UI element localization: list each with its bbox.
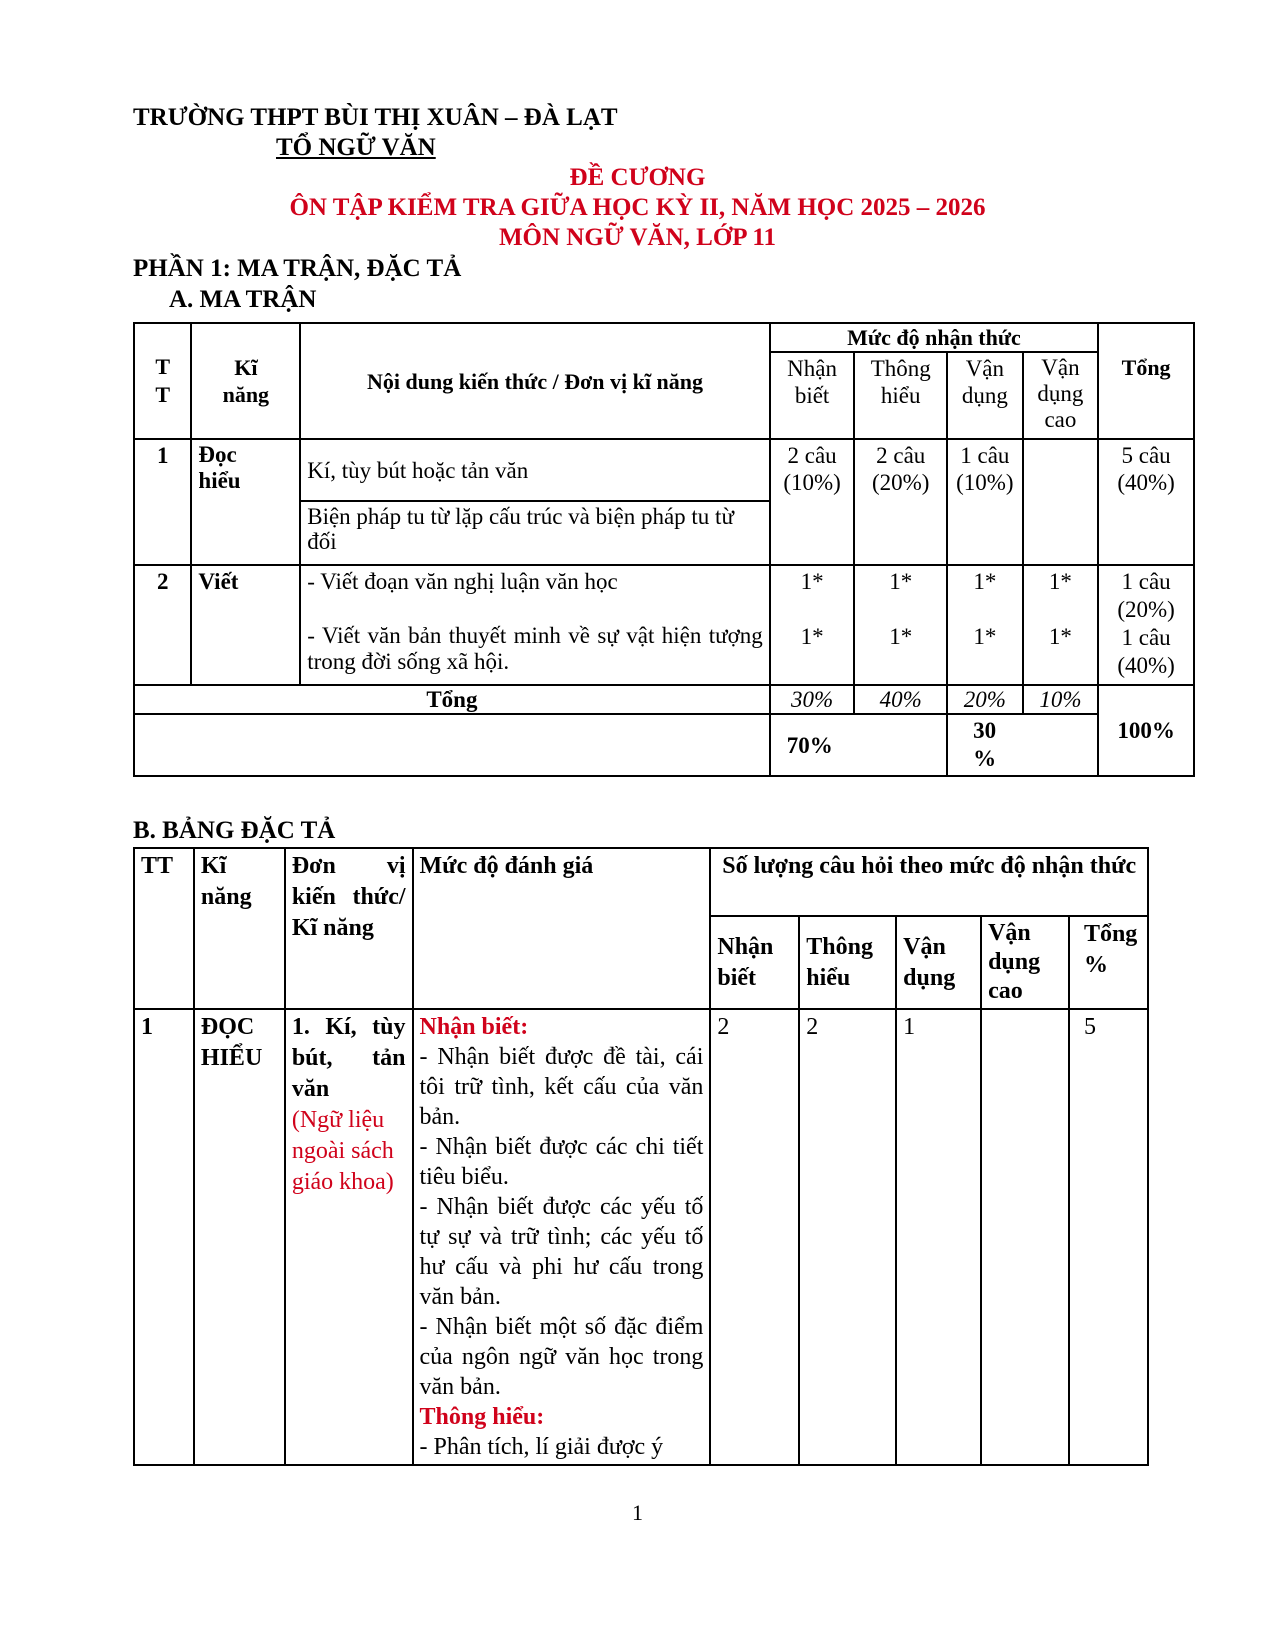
header-skill: Kĩ năng [191,323,300,439]
doc-title: ĐỀ CƯƠNG [569,164,706,191]
row1-content2: Biện pháp tu từ lặp cấu trúc và biện pháp tu từ đối [300,501,770,565]
b-header-count: Số lượng câu hỏi theo mức độ nhận thức [710,848,1148,916]
row1-tt: 1 [134,439,191,565]
row2-mark-2b: 1* [889,624,913,649]
b-row1-skill: ĐỌC HIỂU [194,1009,285,1465]
b-row1-apply-high [981,1009,1069,1465]
header-tt: T T [134,323,191,439]
b-row1-tt: 1 [134,1009,194,1465]
row1-apply-high [1023,439,1099,565]
nb-item-4: - Nhận biết một số đặc điểm của ngôn ngữ văn học trong văn bản. [419,1314,704,1400]
th-item-1: - Phân tích, lí giải được ý [419,1434,664,1460]
section-a-heading: A. MA TRẬN [169,286,317,313]
b-header-unit: Đơn vị kiến thức/ Kĩ năng [285,848,413,1009]
b-row1-recognize: 2 [710,1009,799,1465]
section-b-heading: B. BẢNG ĐẶC TẢ [133,817,336,844]
row2-mark-2a: 1* [889,569,913,594]
row2-mark-4b: 1* [1048,624,1072,649]
department-name: TỔ NGỮ VĂN [276,134,436,161]
level-recognize: Nhận biết [770,352,855,439]
doc-subject: MÔN NGỮ VĂN, LỚP 11 [498,224,777,251]
row2-content2: - Viết văn bản thuyết minh về sự vật hiện tượng trong đời sống xã hội. [307,623,763,674]
row1-content1: Kí, tùy bút hoặc tản văn [300,439,770,501]
sum-label: Tổng [134,685,770,714]
b-col-understand: Thông hiểu [799,916,896,1009]
b-header-skill: Kĩ năng [194,848,285,1009]
row1-total: 5 câu (40%) [1098,439,1194,565]
row2-mark-1b: 1* [800,624,824,649]
doc-subtitle: ÔN TẬP KIỂM TRA GIỮA HỌC KỲ II, NĂM HỌC 2025 – 2026 [289,194,986,221]
sum-recognize: 30% [770,685,855,714]
grand-total: 100% [1098,685,1194,776]
group-total-1: 70% [770,714,947,776]
b-row1-understand: 2 [799,1009,896,1465]
header-content: Nội dung kiến thức / Đơn vị kĩ năng [300,323,770,439]
row2-tt: 2 [134,565,191,685]
part1-heading: PHẦN 1: MA TRẬN, ĐẶC TẢ [133,255,462,282]
b-col-recognize: Nhận biết [710,916,799,1009]
school-name: TRƯỜNG THPT BÙI THỊ XUÂN – ĐÀ LẠT [133,104,618,131]
sum-understand: 40% [854,685,947,714]
spec-table [133,847,1149,1466]
nb-item-2: - Nhận biết được các chi tiết tiêu biểu. [419,1134,704,1190]
b-col-apply-high: Vận dụng cao [981,916,1069,1009]
row1-skill: Đọc hiểu [191,439,300,565]
b-header-level: Mức độ đánh giá [413,848,711,1009]
b-row1-unit: 1. Kí, tùy bút, tản văn [291,1014,406,1102]
sum-apply-high: 10% [1023,685,1099,714]
nb-item-3: - Nhận biết được các yếu tố tự sự và trữ tình; các yếu tố hư cấu và phi hư cấu trong văn bản. [419,1194,704,1310]
nb-item-1: - Nhận biết được đề tài, cái tôi trữ tình, kết cấu của văn bản. [419,1044,704,1130]
b-header-tt: TT [134,848,194,1009]
row1-recognize: 2 câu (10%) [770,439,855,565]
header-total: Tổng [1098,352,1194,439]
row2-mark-4a: 1* [1048,569,1072,594]
nb-label: Nhận biết: [419,1014,529,1040]
page-number: 1 [632,1500,643,1525]
row2-skill: Viết [191,565,300,685]
blank-cell [134,714,770,776]
row1-apply: 1 câu (10%) [947,439,1023,565]
b-row1-total: 5 [1069,1009,1148,1465]
row2-content1: - Viết đoạn văn nghị luận văn học [307,569,618,594]
header-levels: Mức độ nhận thức [770,323,1098,352]
row2-total1: 1 câu (20%) [1117,569,1175,622]
row2-mark-3b: 1* [973,624,997,649]
group-total-2: 30 % [947,714,1098,776]
header-blank [1098,323,1194,352]
b-col-total: Tổng % [1069,916,1148,1009]
row2-total2: 1 câu (40%) [1117,625,1175,678]
b-col-apply: Vận dụng [896,916,981,1009]
level-apply-high: Vận dụng cao [1023,352,1099,439]
matrix-table [133,322,1195,777]
th-label: Thông hiểu: [419,1404,545,1430]
row2-mark-1a: 1* [800,569,824,594]
b-row1-apply: 1 [896,1009,981,1465]
level-understand: Thông hiểu [854,352,947,439]
row1-understand: 2 câu (20%) [854,439,947,565]
sum-apply: 20% [947,685,1023,714]
b-row1-unit-note: (Ngữ liệu ngoài sách giáo khoa) [291,1107,394,1195]
level-apply: Vận dụng [947,352,1023,439]
row2-mark-3a: 1* [973,569,997,594]
